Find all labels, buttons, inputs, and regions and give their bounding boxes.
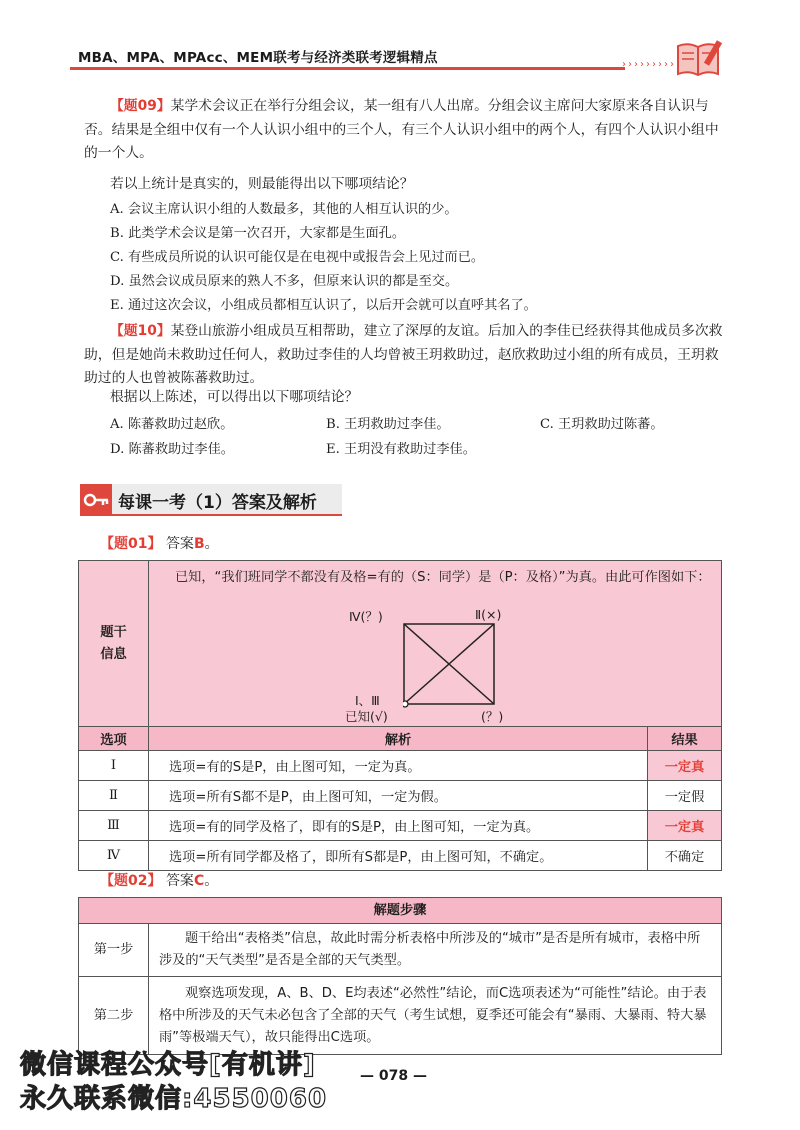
question-09-option-b: B. 此类学术会议是第一次召开，大家都是生面孔。 bbox=[110, 226, 406, 241]
section-heading bbox=[80, 484, 342, 516]
header-option: 选项 bbox=[79, 727, 149, 751]
key-icon bbox=[80, 484, 112, 516]
row-result: 不确定 bbox=[648, 841, 722, 871]
row-analysis: 选项=所有同学都及格了，即所有S都是P，由上图可知，不确定。 bbox=[149, 841, 648, 871]
section-title: 每课一考（1）答案及解析 bbox=[118, 493, 317, 513]
row-result: 一定假 bbox=[648, 781, 722, 811]
step-label: 第二步 bbox=[79, 977, 149, 1055]
question-10-tag: 【题10】 bbox=[110, 323, 171, 339]
question-09-option-d: D. 虽然会议成员原来的熟人不多，但原来认识的都是至交。 bbox=[110, 274, 459, 289]
diagram-top-left-label: Ⅳ(？) bbox=[349, 609, 383, 624]
answer-01-table bbox=[78, 560, 722, 871]
question-09-stem bbox=[84, 95, 724, 166]
row-option: Ⅲ bbox=[79, 811, 149, 841]
table-row bbox=[79, 924, 722, 977]
diagram-bottom-left-label: Ⅰ、Ⅲ bbox=[355, 693, 380, 708]
step-label: 第一步 bbox=[79, 924, 149, 977]
table-row bbox=[79, 781, 722, 811]
answer-02-tag: 【题02】 bbox=[100, 873, 162, 889]
step-text: 题干给出“表格类”信息，故此时需分析表格中所涉及的“城市”是否是所有城市，表格中所涉及的“天气类型”是否是全部的天气类型。 bbox=[149, 924, 722, 977]
answer-01-letter: B bbox=[193, 536, 205, 552]
row-result: 一定真 bbox=[648, 751, 722, 781]
row-analysis: 选项=有的S是P，由上图可知，一定为真。 bbox=[149, 751, 648, 781]
row-analysis: 选项=有的同学及格了，即有的S是P，由上图可知，一定为真。 bbox=[149, 811, 648, 841]
question-10-prompt: 根据以上陈述，可以得出以下哪项结论？ bbox=[110, 389, 359, 405]
header-arrow-dots: ››››››››› bbox=[622, 59, 676, 70]
row-option: Ⅱ bbox=[79, 781, 149, 811]
question-10-option-c: C. 王玥救助过陈蕃。 bbox=[540, 417, 664, 432]
page-header bbox=[0, 0, 800, 82]
question-09-text: 某学术会议正在举行分组会议，某一组有八人出席。分组会议主席问大家原来各自认识与否。结果是全组中仅有一个人认识小组中的三个人，有三个人认识小组中的两个人，有四个人认识小组中的一个人。 bbox=[84, 98, 719, 161]
row-analysis: 选项=所有S都不是P，由上图可知，一定为假。 bbox=[149, 781, 648, 811]
table-row bbox=[79, 811, 722, 841]
question-10-option-b: B. 王玥救助过李佳。 bbox=[326, 417, 450, 432]
question-10-option-d: D. 陈蕃救助过李佳。 bbox=[110, 442, 234, 457]
question-09-prompt: 若以上统计是真实的，则最能得出以下哪项结论？ bbox=[110, 176, 414, 192]
row-option: Ⅰ bbox=[79, 751, 149, 781]
answer-01-header-row bbox=[79, 727, 722, 751]
answer-01-line: 【题01】 答案B。 bbox=[100, 536, 219, 552]
watermark-line-2: 永久联系微信:4550060 bbox=[20, 1084, 328, 1114]
steps-header: 解题步骤 bbox=[79, 898, 722, 924]
diagram-bottom-right-label: (？) bbox=[481, 709, 504, 724]
stem-info-cell bbox=[149, 561, 722, 727]
stem-info-label: 题干 信息 bbox=[79, 561, 149, 727]
book-pencil-icon bbox=[674, 38, 722, 78]
answer-02-table bbox=[78, 897, 722, 1055]
question-09-tag: 【题09】 bbox=[110, 98, 171, 114]
diagram-top-right-label: Ⅱ(×) bbox=[475, 607, 502, 622]
question-09-option-c: C. 有些成员所说的认识可能仅是在电视中或报告会上见过而已。 bbox=[110, 250, 485, 265]
answer-02-line: 【题02】 答案C。 bbox=[100, 873, 219, 889]
stem-info-text: 已知，“我们班同学不都没有及格=有的（S：同学）是（P：及格）”为真。由此可作图如下： bbox=[175, 570, 711, 585]
row-option: Ⅳ bbox=[79, 841, 149, 871]
step-text: 观察选项发现，A、B、D、E均表述“必然性”结论，而C选项表述为“可能性”结论。由于表格中所涉及的天气未必包含了全部的天气（考生试想，夏季还可能会有“暴雨、大暴雨、特大暴雨”等极端天气），故只能得出C选项。 bbox=[149, 977, 722, 1055]
table-row bbox=[79, 841, 722, 871]
table-row bbox=[79, 977, 722, 1055]
question-10-stem bbox=[84, 320, 724, 391]
watermark-line-1: 微信课程公众号[有机讲] bbox=[20, 1050, 316, 1080]
question-10-option-e: E. 王玥没有救助过李佳。 bbox=[326, 442, 476, 457]
table-row bbox=[79, 751, 722, 781]
row-result: 一定真 bbox=[648, 811, 722, 841]
header-rule bbox=[70, 67, 625, 70]
header-result: 结果 bbox=[648, 727, 722, 751]
answer-01-tag: 【题01】 bbox=[100, 536, 162, 552]
diagram-bottom-left-known: 已知(√) bbox=[345, 709, 388, 724]
page-number: — 078 — bbox=[360, 1068, 427, 1084]
book-title: MBA、MPA、MPAcc、MEM联考与经济类联考逻辑精点 bbox=[78, 50, 438, 66]
question-10-option-a: A. 陈蕃救助过赵欣。 bbox=[110, 417, 234, 432]
question-09-option-a: A. 会议主席认识小组的人数最多，其他的人相互认识的少。 bbox=[110, 202, 458, 217]
answer-02-letter: C bbox=[193, 873, 205, 889]
question-09-option-e: E. 通过这次会议，小组成员都相互认识了，以后开会就可以直呼其名了。 bbox=[110, 298, 537, 313]
question-10-text: 某登山旅游小组成员互相帮助，建立了深厚的友谊。后加入的李佳已经获得其他成员多次救助，但是她尚未救助过任何人，救助过李佳的人均曾被王玥救助过，赵欣救助过小组的所有成员，王玥救助过的人也曾被陈蕃救助过。 bbox=[84, 323, 723, 386]
header-analysis: 解析 bbox=[149, 727, 648, 751]
